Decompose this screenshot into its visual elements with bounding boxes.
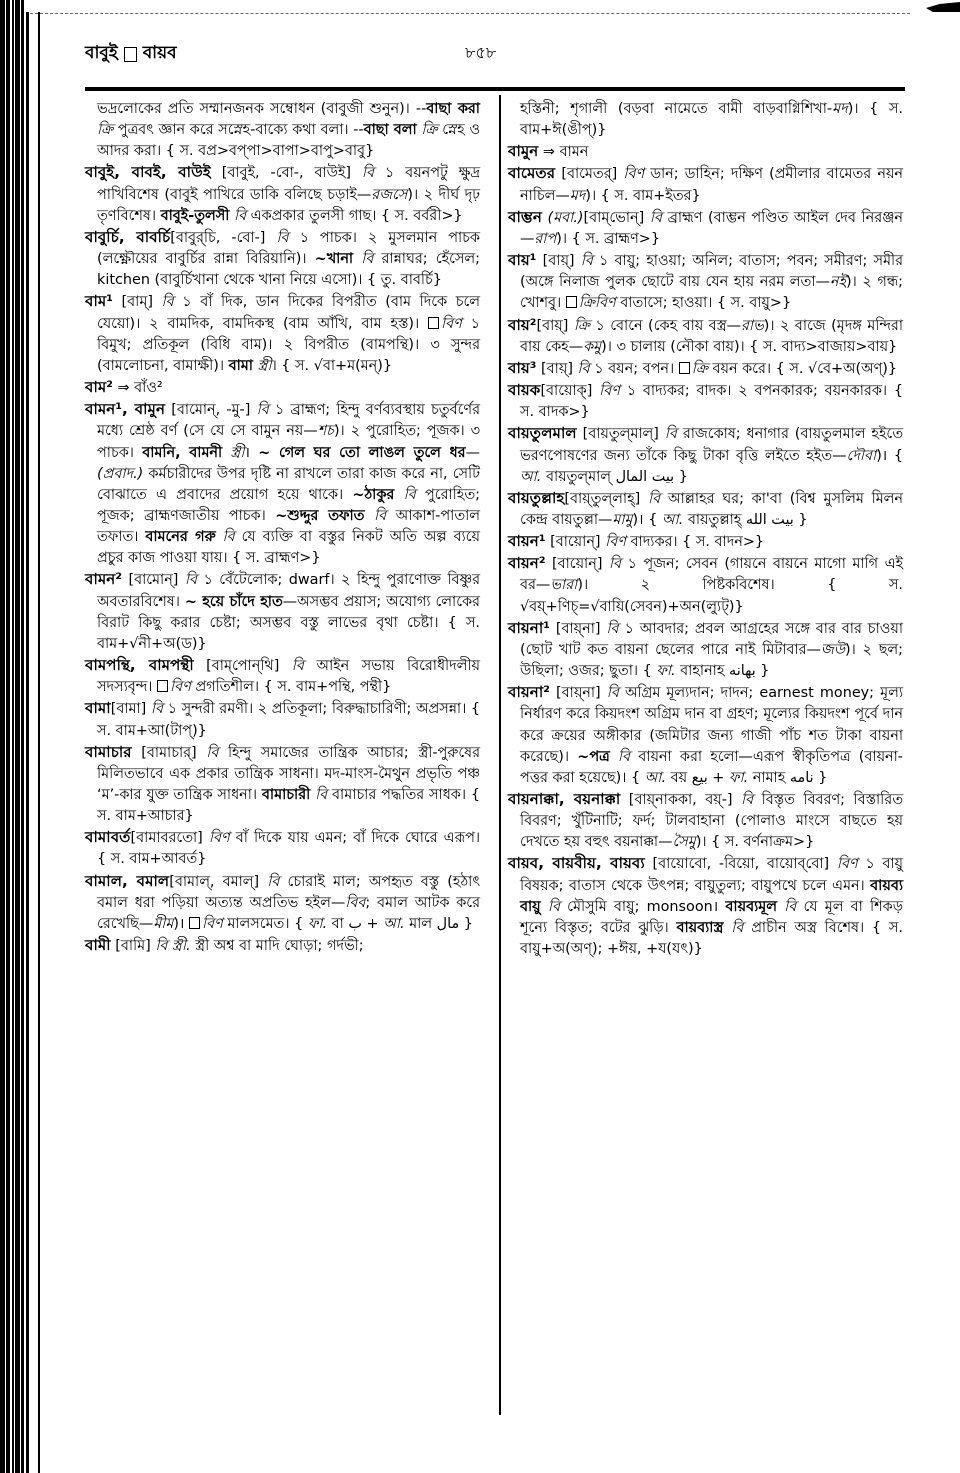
- grammar-label: বি: [256, 402, 275, 419]
- headword: বায়তুলমাল: [508, 424, 577, 443]
- continued-entry: [85, 99, 480, 162]
- header-rule: [85, 87, 905, 91]
- grammar-label: বিণ: [440, 315, 471, 332]
- definition-text: হিন্দু সমাজের তান্ত্রিক আচার; স্ত্রী-পুরুষের মিলিতভাবে এক প্রকার তান্ত্রিক সাধনা। মদ-মাংস-মৈথুন প্রভৃতি পঞ্চ ‘ম’-কার যুক্ত তান্ত্রিক সাধনা।: [97, 744, 480, 803]
- headword: বামন¹, বামুন: [85, 400, 166, 419]
- definition-text: ১ পাচক। ২ মুসলমান পাচক (লক্ষ্ণৌয়ের বাবুর্চির রান্না বিরিয়ানি)।: [97, 229, 480, 268]
- grammar-label: বিণ: [836, 856, 866, 873]
- definition-text: }: [459, 915, 473, 932]
- definition-text: ⇒ বামন: [538, 144, 589, 161]
- square-box-icon: [157, 680, 168, 692]
- pronunciation: [বামাবরতো]: [130, 830, 209, 847]
- pronunciation: [বামোন্‌]: [122, 572, 185, 589]
- sub-entry: বামনি, বামনী: [142, 444, 223, 461]
- grammar-label: বিণ: [170, 679, 196, 696]
- headword: বামন²: [85, 570, 123, 589]
- headword: বায়ন¹: [508, 532, 546, 551]
- grammar-label: আ.: [644, 769, 667, 786]
- definition-text: বায়না করা হলো—এরূপ স্বীকৃতিপত্র (বায়না-পত্তর করা হয়েছে)। {: [520, 748, 904, 786]
- dictionary-entry: [508, 853, 903, 960]
- definition-text: বা: [327, 915, 349, 932]
- definition-text: ১ আবদার; প্রবল আগ্রহের সঙ্গে বার বার চাওয়া (ছোট খাট কত বায়না ছেলের পারে নাই মিটাবার—: [520, 620, 903, 658]
- pronunciation: [বায়োবো, -বিয়ো, বায়োব্‌বো]: [644, 856, 837, 873]
- definition-text: )। ২ গন্ধ; খোশবু।: [520, 274, 903, 312]
- grammar-label: বি: [206, 744, 228, 761]
- definition-text: )।: [173, 915, 189, 932]
- grammar-label: বি: [267, 873, 288, 890]
- definition-text: বাহানাহ: [675, 663, 729, 680]
- square-box-icon: [124, 47, 137, 62]
- grammar-label: বিণ: [201, 915, 228, 932]
- dictionary-entry: [85, 377, 480, 399]
- dictionary-entry: [85, 935, 480, 957]
- square-box-icon: [189, 917, 200, 929]
- sub-entry: বামাচারী: [261, 787, 311, 803]
- grammar-label: বি: [664, 426, 683, 443]
- headword: বাম¹: [85, 292, 113, 311]
- dictionary-entry: [508, 423, 903, 487]
- grammar-label: রাপ: [534, 230, 557, 247]
- headword: বায়নাক্কা, বয়নাক্কা: [508, 790, 621, 808]
- definition-text: আইন সভায় বিরোধীদলীয় সদস্যবৃন্দ।: [97, 658, 481, 696]
- definition-text: +: [707, 769, 729, 786]
- definition-text: রান্নাঘর; হেঁসেল; kitchen (বাবুর্চিখানা থেকে খানা নিয়ে এসো)। { তু. বাবর্চি}: [97, 251, 480, 289]
- grammar-label: বিণ: [623, 166, 651, 183]
- grammar-label: বি: [741, 792, 762, 808]
- running-head: [85, 38, 905, 64]
- square-box-icon: [566, 296, 577, 308]
- grammar-label: ক্রি: [691, 360, 713, 377]
- grammar-label: বি: [155, 938, 173, 955]
- sub-entry: ~ঠাকুর: [352, 486, 395, 503]
- definition-text: )। { স. ব্রাহ্মণ>}: [556, 230, 660, 247]
- definition-text: ।: [244, 444, 259, 461]
- definition-text: নামাহ: [748, 769, 790, 786]
- grammar-label: বি: [648, 490, 668, 507]
- pronunciation: [বায়োক্‌]: [540, 383, 600, 400]
- pronunciation: [বামি]: [110, 938, 156, 955]
- definition-text: চোরাই মাল; অপহৃত বস্তু (হঠাৎ বমাল ধরা পড়িয়া অত্যন্ত অপ্রতিভ হইল—: [97, 873, 481, 911]
- arabic-script: مال: [436, 915, 460, 932]
- dictionary-entry: [508, 141, 903, 163]
- definition-text: )। ২ দীর্ঘ দৃঢ় তৃণবিশেষ।: [97, 186, 480, 224]
- definition-text: ১ বোনে (কেহ বায় বস্ত্র—: [595, 317, 741, 334]
- definition-text: কর্মচারীদের উপর দৃষ্টি না রাখলে তারা কাজ করে না, সেটি বোঝাতে এ প্রবাদের প্রয়োগ হয়ে থাকে।: [97, 465, 480, 503]
- definition-text: }: [793, 511, 808, 528]
- pronunciation: [বায়্‌]: [536, 360, 578, 377]
- grammar-label: বিণ: [208, 830, 236, 847]
- definition-text: ১ বাঁ দিক, ডান দিকের বিপরীত (বাম দিকে চলে যেয়ো)। ২ বামদিক, বামদিকস্থ (বাম আঁখি, বাম হস্ত)।: [97, 294, 480, 332]
- grammar-label: বি: [580, 253, 600, 270]
- grammar-label: মদ: [832, 101, 848, 117]
- grammar-label: নই: [829, 274, 846, 291]
- headword: বায়¹: [508, 251, 537, 270]
- grammar-label: বি: [276, 229, 300, 246]
- definition-text: হস্তিনী; শৃগালী (বড়বা নামেতে বামী বাড়বাগ্নিশিখা-: [520, 101, 833, 117]
- grammar-label: বি: [215, 529, 242, 546]
- sub-entry: ~ গেল ঘর তো লাঙল তুলে ধর: [258, 444, 466, 461]
- last-guide-word: বায়ব: [142, 43, 177, 63]
- grammar-label: জউ: [820, 641, 846, 658]
- headword: বামুন: [508, 142, 539, 161]
- dictionary-entry: [85, 227, 480, 291]
- definition-text: বিস্তৃত বিবরণ; বিস্তারিত বিবরণ; খুঁটিনাটি; ফর্দ; টালবাহানা (পোলাও মাংসে বাছতে হয় দেখতে হয় বহুৎ বয়নাক্কা—: [520, 792, 903, 851]
- definition-text: স্ত্রী অশ্ব বা মাদি ঘোড়া; গর্দভী;: [190, 938, 364, 955]
- definition-text: ; বমাল আটক করে রেখেছি—: [97, 894, 480, 932]
- sub-entry: বাবুই-তুলসী: [160, 207, 230, 224]
- pronunciation: [বায়্‌না]: [549, 685, 607, 702]
- pronunciation: [বায়তুল্‌মাল্‌]: [576, 426, 665, 443]
- definition-text: বয়ন করে। { স. √বে+অ(অণ্‌)}: [712, 360, 898, 377]
- headword: বায়না²: [508, 683, 550, 702]
- pronunciation: [বাবুই, -বো-, বাউই]: [210, 165, 362, 182]
- definition-text: )। ২ পুরোহিত; পূজক। ৩ পাচক।: [97, 423, 481, 461]
- sub-entry: বায়ব্যাস্ত্র: [676, 919, 724, 936]
- arabic-script: بيت المال: [615, 468, 675, 485]
- grammar-label: বি: [184, 572, 204, 589]
- arabic-script: بيع: [691, 769, 708, 786]
- grammar-label: স্ত্রী.: [172, 938, 191, 955]
- definition-text: যে মূল বা শিকড় শূন্যে বিস্তৃত; বটের ঝুড়ি।: [520, 898, 904, 936]
- dictionary-entry: [508, 682, 903, 789]
- definition-text: }: [755, 663, 770, 680]
- definition-text: বাঁ দিকে যায় এমন; বাঁ দিকে ঘোরে এরূপ। { স. বাম+আবর্ত}: [97, 830, 481, 868]
- definition-text: ১ বয়ন; বপন।: [594, 360, 679, 377]
- dictionary-entry: [85, 399, 480, 569]
- grammar-label: শচ: [317, 423, 334, 440]
- definition-text: বায়তুল্লাহ্‌: [683, 511, 746, 528]
- arabic-script: ب: [348, 915, 362, 932]
- sub-entry: ~ হয়ে চাঁদে হাত: [184, 593, 283, 610]
- definition-text: ১ বিমুখ; প্রতিকূল (বিধি বাম)। ২ বিপরীত (বামপন্থি)। ৩ সুন্দর (বামলোচনা, বামাক্ষী)।: [97, 315, 480, 374]
- grammar-label: বি: [310, 787, 333, 803]
- grammar-label: রজসে: [371, 186, 408, 203]
- dictionary-entry: [508, 207, 903, 250]
- grammar-label: বি: [394, 486, 426, 503]
- definition-text: আল্লাহর ঘর; কা'বা (বিশ্ব মুসলিম মিলন কেন্দ্র বায়তুল্লা—: [520, 490, 903, 528]
- left-column: [85, 99, 480, 957]
- grammar-label: বি: [606, 620, 625, 637]
- definition-text: বামাচার পদ্ধতির সাধক। { স. বাম+আচার}: [97, 787, 480, 825]
- definition-text: । { স. √বা+ম(মন্‌)}: [271, 357, 393, 374]
- definition-text: )। {: [632, 511, 662, 528]
- dictionary-entry: [85, 871, 480, 935]
- definition-text: )। ২ বাজে (মৃদঙ্গ মন্দিরা বায় কেহ—: [520, 317, 903, 355]
- grammar-label: ফা.: [656, 663, 676, 680]
- definition-text: বাতাসে; হাওয়া। { স. বায়ু>}: [620, 295, 792, 312]
- grammar-label: বি: [608, 556, 628, 573]
- grammar-label: বি: [161, 294, 183, 311]
- grammar-label: ভারা: [550, 577, 578, 594]
- definition-text: )। { স. বর্ণনাক্রম>}: [695, 834, 815, 851]
- grammar-label: বি: [649, 209, 668, 226]
- definition-text: )। { স. বাম+ঈ(ঙীপ্‌)}: [520, 101, 904, 139]
- definition-text: যে ব্যক্তি বা বস্তুর নিকট অতি অল্প ব্যয়ে প্রচুর কাজ পাওয়া যায়। { স. ব্রাহ্মণ>}: [97, 529, 480, 567]
- definition-text: মৌসুমি বায়ু; monsoon।: [567, 898, 726, 915]
- definition-text: )। {: [876, 447, 903, 464]
- dictionary-entry: [85, 742, 480, 828]
- definition-text: ১ সুন্দরী রমণী। ২ প্রতিকূলা; বিরুদ্ধাচারিণী; অপ্রসন্না। { স. বাম+আ(টাপ্‌)}: [97, 701, 481, 739]
- sub-entry: বায়ব্য বায়ু: [520, 877, 903, 915]
- grammar-label: বি: [364, 507, 396, 524]
- headword: বামাবর্ত: [85, 828, 131, 847]
- definition-text: বয়: [666, 769, 692, 786]
- definition-text: ডান; ডাহিন; দক্ষিণ (প্রমীলার বামেতর নয়ন নাচিল—: [520, 166, 904, 204]
- grammar-label: বি: [291, 658, 317, 675]
- grammar-label: বি: [577, 360, 595, 377]
- dictionary-entry: [508, 488, 903, 531]
- scan-top-edge: [30, 13, 910, 15]
- definition-text: পুত্রবৎ জ্ঞান করে সস্নেহ-বাক্যে কথা বলা। --: [117, 122, 364, 139]
- headword: বামেতর: [508, 164, 556, 183]
- headword: বায়ক: [508, 381, 541, 400]
- grammar-label: রাভ: [740, 317, 764, 334]
- pronunciation: [বামাচার্‌]: [131, 744, 207, 761]
- column-divider: [499, 95, 501, 1415]
- grammar-label: স্ত্রী: [252, 357, 272, 374]
- headword: বায়না¹: [508, 618, 550, 637]
- grammar-label: ক্রি: [416, 122, 443, 139]
- headword: বায়তুল্লাহ: [508, 488, 565, 507]
- sub-entry: ~শুদ্দুর তফাত: [275, 507, 365, 524]
- grammar-label: ফা.: [307, 915, 328, 932]
- definition-text: মাল: [404, 915, 437, 932]
- guide-words: [85, 40, 177, 68]
- definition-text: স্নেহ ও আদর করা। { স. বপ্র>বপ্‌পা>বাপা>বাপু>বাবু}: [97, 122, 480, 160]
- headword: বামাচার: [85, 742, 132, 761]
- definition-text: ভদ্রলোকের প্রতি সম্মানজনক সম্বোধন (বাবুজী শুনুন)। --: [97, 101, 427, 117]
- grammar-label: বিণ: [599, 383, 627, 400]
- pronunciation: [বায়্‌]: [536, 253, 581, 270]
- pronunciation: [বায়্‌নাককা, বয়্‌-]: [620, 792, 742, 808]
- definition-text: ১ ব্রাহ্মণ; হিন্দু বর্ণব্যবস্থায় চতুর্বর্ণের মধ্যে শ্রেষ্ঠ বর্ণ (সে যে সে বামুন নয়—: [97, 402, 481, 440]
- binding-shadow-line: [26, 12, 29, 1473]
- binding-shadow-line: [38, 12, 40, 1473]
- sub-entry: বামা: [228, 357, 253, 374]
- grammar-label: আ.: [383, 915, 405, 932]
- definition-text: —: [465, 444, 480, 461]
- grammar-label: বিণ: [605, 534, 631, 551]
- definition-text: মালসমেত। {: [227, 915, 308, 932]
- sub-entry: বাছা বলা: [363, 122, 417, 139]
- pronunciation: [বাবুর্‌চি, -বো-]: [170, 229, 277, 246]
- definition-text: )। ২ ছল; উছিলা; ওজর; ছুতা। {: [520, 641, 903, 680]
- grammar-label: বি: [353, 251, 382, 268]
- headword: বাবুর্চি, বাবর্চি: [85, 227, 171, 246]
- dictionary-entry: [508, 553, 903, 617]
- definition-text: বায়তুল্‌মাল্‌: [541, 468, 616, 485]
- grammar-label: বি: [609, 748, 639, 765]
- arabic-script: بيت الله: [745, 511, 794, 528]
- headword: বাবুই, বাবই, বাউই: [85, 163, 211, 182]
- pronunciation: [বায়্‌না]: [549, 620, 607, 637]
- square-box-icon: [428, 317, 439, 329]
- dictionary-entry: [508, 163, 903, 206]
- sub-entry: বায়ব্যমূল: [725, 898, 777, 915]
- grammar-label: আ.: [520, 468, 542, 485]
- arabic-script: نامه: [789, 769, 814, 786]
- definition-text: বাদ্যকর। { স. বাদন>}: [630, 534, 765, 551]
- headword: বামপন্থি, বামপন্থী: [85, 656, 194, 675]
- pronunciation: [বাম্‌পোন্‌থি]: [193, 658, 292, 675]
- definition-text: }: [813, 769, 828, 786]
- definition-text: ১ পূজন; সেবন (গায়নে বায়নে মাগো মাগি এই বর—: [520, 556, 903, 594]
- definition-text: প্রগতিশীল। { স. বাম+পন্থি, পন্থী}: [195, 679, 392, 696]
- scan-corner-artifact: [926, 2, 960, 12]
- grammar-label: বি: [723, 919, 752, 936]
- grammar-label: মদ: [569, 187, 586, 204]
- definition-text: —অসম্ভব প্রয়াস; অযোগ্য লোকের বিরাট কিছু করার চেষ্টা; অসম্ভব বস্তু লাভের বৃথা চেষ্টা। { স. বাম+√নী+অ(ড)}: [97, 593, 480, 652]
- pronunciation: [বাম্‌ভোন্‌]: [583, 209, 650, 226]
- dictionary-entry: [85, 569, 480, 655]
- definition-text: ব্রাহ্মণ (বাম্ভন পণ্ডিত আইল দেব নিরঞ্জন—: [520, 209, 903, 247]
- grammar-label: সৈমু: [672, 834, 696, 851]
- pronunciation: [বায়্‌তুল্‌লাহ্‌]: [564, 490, 648, 507]
- dictionary-entry: [508, 789, 903, 853]
- dictionary-entry: [85, 655, 480, 698]
- sub-entry: ~খানা: [314, 251, 354, 268]
- dictionary-entry: [508, 531, 903, 553]
- book-binding-edge: [0, 0, 24, 1473]
- definition-text: ১ বেঁটেলোক; dwarf। ২ হিন্দু পুরাণোক্ত বিষ্ণুর অবতারবিশেষ।: [97, 572, 480, 610]
- continued-entry: [508, 99, 903, 141]
- right-column: [508, 99, 903, 960]
- grammar-label: বি: [606, 685, 625, 702]
- square-box-icon: [679, 362, 690, 374]
- dictionary-entry: [508, 618, 903, 682]
- headword: বামাল, বমাল: [85, 871, 170, 890]
- definition-text: )। ২ পিষ্টকবিশেষ। { স. √বয়্‌+ণিচ্‌=√বায়ি(সেবন)+অন(ল্যুট্‌)}: [520, 577, 903, 615]
- definition-text: )। ৩ চালায় (নৌকা বায়)। { স. বাদ্য>বাজায়>বায়}: [601, 338, 898, 355]
- pronunciation: [বামেতর্‌]: [555, 166, 624, 183]
- pronunciation: [বায়োন্‌]: [545, 556, 609, 573]
- definition-text: প্রাচীন অস্ত্র বিশেষ। { স. বায়ু+অ(অণ্‌); +ঈয়, +য(যৎ)}: [520, 919, 903, 958]
- definition-text: )। { স. বাম+ইতর}: [585, 187, 701, 204]
- grammar-label: বিব: [345, 894, 366, 911]
- sub-entry: ~পত্র: [577, 748, 610, 765]
- sub-entry: বামনের গরু: [145, 529, 216, 546]
- dictionary-entry: [508, 315, 903, 358]
- grammar-label: ক্রিবিণ: [578, 295, 621, 312]
- grammar-label: (মবা.): [541, 209, 584, 226]
- pronunciation: [বামোন্‌, -মু-]: [165, 402, 257, 419]
- sub-entry: বাছা করা: [426, 101, 480, 117]
- grammar-label: ফা.: [728, 769, 749, 786]
- grammar-label: বি: [540, 898, 568, 915]
- headword: বামা: [85, 699, 111, 718]
- headword: বাম্ভন: [508, 207, 542, 226]
- definition-text: আকাশ-পাতাল তফাত।: [97, 507, 481, 546]
- definition-text: ⇒ বাঁও²: [112, 380, 163, 397]
- arabic-script: بهانه: [728, 663, 756, 680]
- dictionary-entry: [508, 380, 903, 423]
- dictionary-entry: [85, 162, 480, 226]
- pronunciation: [বায়োন্‌]: [545, 534, 606, 551]
- grammar-label: মীম: [153, 915, 174, 932]
- definition-text: একপ্রকার তুলসী গাছ। { স. বর্বরী>}: [250, 207, 463, 224]
- dictionary-entry: [85, 291, 480, 377]
- dictionary-entry: [508, 250, 903, 314]
- definition-text: ১ বয়নপটু ক্ষুদ্র পাখিবিশেষ (বাবুই পাখিরে ডাকি বলিছে চড়াই—: [97, 165, 481, 203]
- grammar-label: ক্রি: [97, 122, 118, 139]
- headword: বামী: [85, 936, 111, 955]
- headword: বায়²: [508, 315, 537, 334]
- pronunciation: [বামা]: [110, 701, 151, 718]
- definition-text: }: [674, 468, 688, 485]
- dictionary-entry: [508, 358, 903, 380]
- definition-text: ১ বায়ু বিষয়ক; বাতাস থেকে উৎপন্ন; বায়ুতুল্য; বায়ুপথে চলে এমন।: [520, 856, 903, 894]
- grammar-label: (প্রবাদ.): [97, 465, 144, 482]
- grammar-label: আ.: [661, 511, 684, 528]
- pronunciation: [বায়্‌]: [536, 317, 574, 334]
- grammar-label: মামু: [612, 511, 633, 528]
- definition-text: পুরোহিত; পূজক; ব্রাহ্মণজাতীয় পাচক।: [97, 486, 480, 524]
- dictionary-entry: [85, 827, 480, 870]
- headword: বায়ন²: [508, 554, 546, 573]
- definition-text: রাজকোষ; ধনাগার (বায়তুলমাল হইতে ভরণপোষণের জন্য তাঁকে কিছু টাকা বৃত্তি লইতে হইত—: [520, 426, 904, 464]
- definition-text: ১ বায়ু; হাওয়া; অনিল; বাতাস; পবন; সমীরণ; সমীর (অঙ্গে নিলাজ পুলক ছোটে বায় যেন হায় নরম লতা—: [520, 253, 904, 291]
- grammar-label: দৌবা: [846, 447, 877, 464]
- grammar-label: বি: [229, 207, 251, 224]
- pronunciation: [বামাল্‌, বমাল্‌]: [169, 873, 268, 890]
- grammar-label: বি: [150, 701, 168, 718]
- page-number: ৮৫৮: [465, 43, 497, 62]
- definition-text: +: [361, 915, 384, 932]
- grammar-label: বি: [776, 898, 804, 915]
- headword: বায়ব, বায়বীয়, বায়ব্য: [508, 854, 645, 873]
- first-guide-word: বাবুই: [85, 43, 118, 63]
- definition-text: অগ্রিম মূল্যদান; দাদন; earnest money; মূল্য নির্ধারণ করে কিয়দংশ অগ্রিম দান বা গ্রহণ; মূল্যের কিয়দংশ পূর্বে দান করে ক্রয়ের অঙ্গীকার (জমিটার জন্য গাজী পাঁচ শত টাকা বায়না করেছে)।: [520, 685, 903, 765]
- headword: বাম²: [85, 378, 113, 397]
- grammar-label: ক্রি: [573, 317, 596, 334]
- definition-text: ১ বাদ্যকর; বাদক। ২ বপনকারক; বয়নকারক। { স. বাদক>}: [520, 383, 903, 421]
- dictionary-entry: [85, 698, 480, 741]
- headword: বায়³: [508, 358, 537, 377]
- grammar-label: বি: [361, 165, 385, 182]
- grammar-label: স্ত্রী: [222, 444, 245, 461]
- pronunciation: [বাম্‌]: [112, 294, 162, 311]
- grammar-label: কমু: [583, 338, 602, 355]
